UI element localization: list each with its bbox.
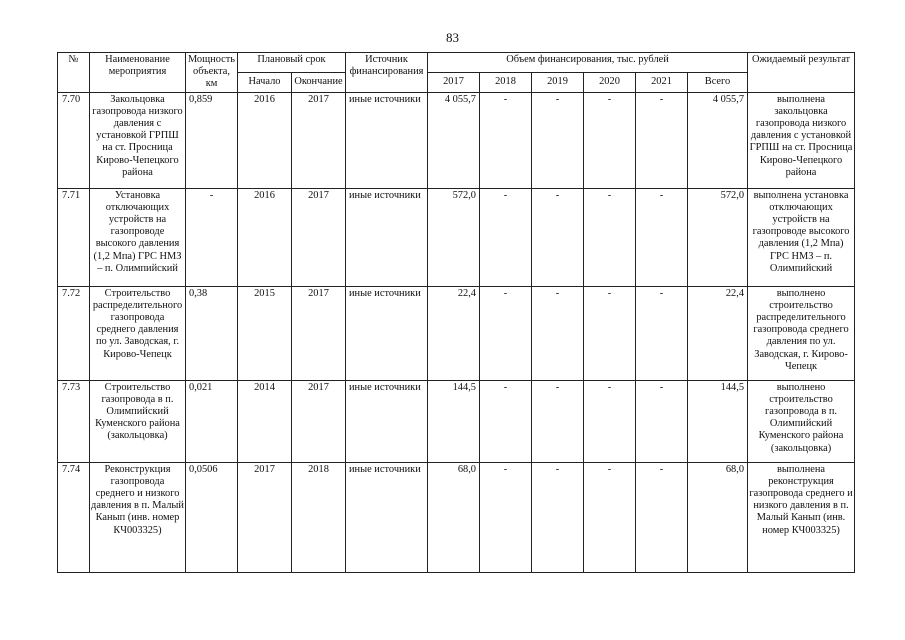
- page-number: 83: [446, 30, 459, 45]
- row-value-2019: -: [532, 380, 584, 462]
- row-num: 7.74: [58, 462, 90, 572]
- row-value-2017: 572,0: [428, 188, 480, 286]
- row-name: Строительство газопровода в п. Олимпийский Куменского района (закольцовка): [90, 380, 186, 462]
- row-source: иные источники: [346, 286, 428, 380]
- header-year-2020: 2020: [584, 72, 636, 92]
- row-total: 68,0: [688, 462, 748, 572]
- row-name: Закольцовка газопровода низкого давления с установкой ГРПШ на ст. Просница Кирово-Чепецкого района: [90, 92, 186, 188]
- row-end: 2018: [292, 462, 346, 572]
- header-name: Наименование мероприятия: [90, 53, 186, 93]
- row-start: 2014: [238, 380, 292, 462]
- row-value-2017: 22,4: [428, 286, 480, 380]
- row-source: иные источники: [346, 462, 428, 572]
- header-num: №: [58, 53, 90, 93]
- row-value-2018: -: [480, 380, 532, 462]
- row-result: выполнена установка отключающих устройств на газопроводе высокого давления (1,2 Мпа) ГРС НМЗ – п. Олимпийский: [748, 188, 855, 286]
- header-term: Плановый срок: [238, 53, 346, 73]
- row-value-2018: -: [480, 462, 532, 572]
- row-value-2021: -: [636, 92, 688, 188]
- header-year-2019: 2019: [532, 72, 584, 92]
- row-value-2019: -: [532, 462, 584, 572]
- header-year-2021: 2021: [636, 72, 688, 92]
- header-end: Окончание: [292, 72, 346, 92]
- row-num: 7.73: [58, 380, 90, 462]
- row-end: 2017: [292, 188, 346, 286]
- row-source: иные источники: [346, 188, 428, 286]
- row-num: 7.70: [58, 92, 90, 188]
- table-row: [58, 380, 855, 462]
- row-name: Реконструкция газопровода среднего и низкого давления в п. Малый Канып (инв. номер КЧ003325): [90, 462, 186, 572]
- header-capacity: Мощность объекта, км: [186, 53, 238, 93]
- row-result: выполнена реконструкция газопровода среднего и низкого давления в п. Малый Канып (инв. номер КЧ003325): [748, 462, 855, 572]
- row-end: 2017: [292, 92, 346, 188]
- row-capacity: 0,0506: [186, 462, 238, 572]
- row-total: 22,4: [688, 286, 748, 380]
- header-year-2017: 2017: [428, 72, 480, 92]
- row-value-2021: -: [636, 380, 688, 462]
- row-value-2020: -: [584, 380, 636, 462]
- row-value-2018: -: [480, 92, 532, 188]
- row-total: 4 055,7: [688, 92, 748, 188]
- row-total: 144,5: [688, 380, 748, 462]
- row-value-2021: -: [636, 462, 688, 572]
- table-row: [58, 92, 855, 188]
- row-value-2017: 144,5: [428, 380, 480, 462]
- row-start: 2017: [238, 462, 292, 572]
- header-result: Ожидаемый результат: [748, 53, 855, 93]
- row-value-2020: -: [584, 286, 636, 380]
- row-name: Установка отключающих устройств на газопроводе высокого давления (1,2 Мпа) ГРС НМЗ – п. Олимпийский: [90, 188, 186, 286]
- row-name: Строительство распределительного газопровода среднего давления по ул. Заводская, г. Кирово-Чепецк: [90, 286, 186, 380]
- row-value-2018: -: [480, 286, 532, 380]
- header-start: Начало: [238, 72, 292, 92]
- row-value-2018: -: [480, 188, 532, 286]
- row-value-2021: -: [636, 188, 688, 286]
- header-source: Источник финансирования: [346, 53, 428, 93]
- row-value-2019: -: [532, 286, 584, 380]
- row-value-2020: -: [584, 92, 636, 188]
- row-num: 7.72: [58, 286, 90, 380]
- row-capacity: 0,38: [186, 286, 238, 380]
- row-value-2017: 68,0: [428, 462, 480, 572]
- row-value-2020: -: [584, 462, 636, 572]
- row-result: выполнено строительство газопровода в п. Олимпийский Куменского района (закольцовка): [748, 380, 855, 462]
- row-value-2017: 4 055,7: [428, 92, 480, 188]
- row-end: 2017: [292, 286, 346, 380]
- row-result: выполнено строительство распределительного газопровода среднего давления по ул. Заводская, г. Кирово-Чепецк: [748, 286, 855, 380]
- row-total: 572,0: [688, 188, 748, 286]
- row-value-2019: -: [532, 92, 584, 188]
- row-value-2021: -: [636, 286, 688, 380]
- row-result: выполнена закольцовка газопровода низкого давления с установкой ГРПШ на ст. Просница Кирово-Чепецкого района: [748, 92, 855, 188]
- table-row: [58, 286, 855, 380]
- row-capacity: -: [186, 188, 238, 286]
- row-source: иные источники: [346, 92, 428, 188]
- row-value-2019: -: [532, 188, 584, 286]
- header-funding: Объем финансирования, тыс. рублей: [428, 53, 748, 73]
- row-start: 2016: [238, 188, 292, 286]
- row-start: 2016: [238, 92, 292, 188]
- row-value-2020: -: [584, 188, 636, 286]
- row-capacity: 0,021: [186, 380, 238, 462]
- header-total: Всего: [688, 72, 748, 92]
- row-start: 2015: [238, 286, 292, 380]
- header-year-2018: 2018: [480, 72, 532, 92]
- row-end: 2017: [292, 380, 346, 462]
- table-row: [58, 462, 855, 572]
- funding-table: [57, 52, 855, 573]
- row-source: иные источники: [346, 380, 428, 462]
- table-row: [58, 188, 855, 286]
- row-capacity: 0,859: [186, 92, 238, 188]
- row-num: 7.71: [58, 188, 90, 286]
